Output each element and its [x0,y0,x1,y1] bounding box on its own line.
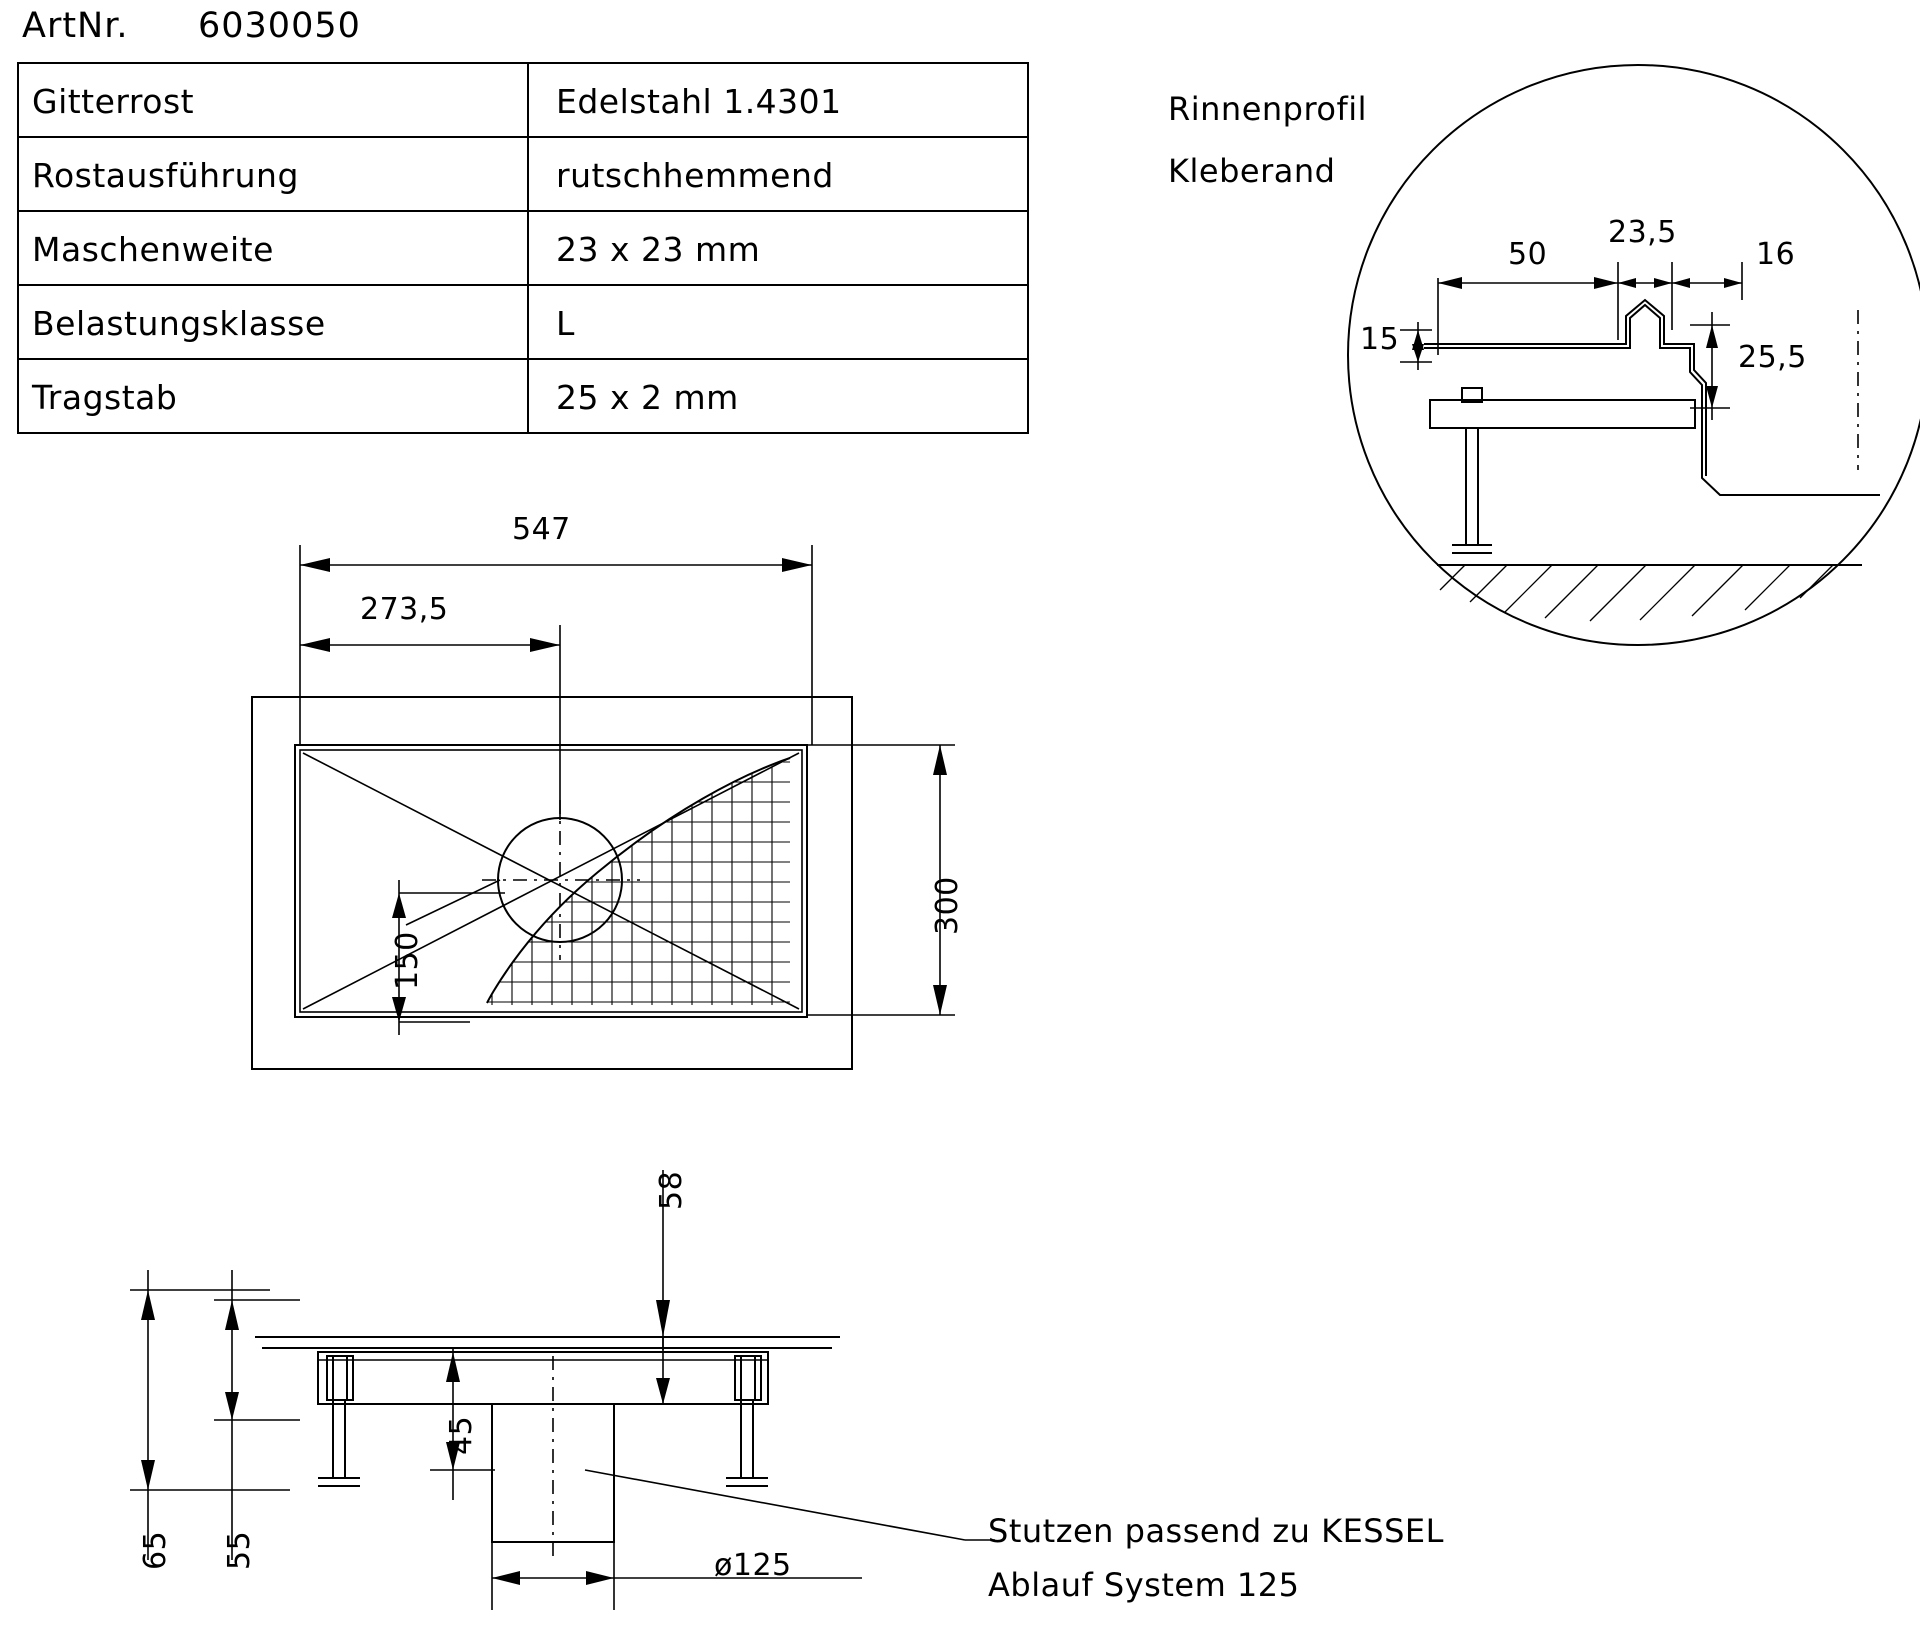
section-dim-58: 58 [654,1170,689,1210]
spec-row-2-property: Maschenweite [32,230,274,269]
section-dim-diameter-125: ø125 [714,1548,792,1583]
spec-row-4-value: 25 x 2 mm [556,378,739,417]
detail-title-line1: Rinnenprofil [1168,90,1368,128]
detail-dim-50: 50 [1508,237,1548,272]
detail-circle-view [1348,65,1920,645]
spec-row-3-value: L [556,304,575,343]
callout-line2: Ablauf System 125 [988,1566,1300,1604]
detail-dim-15: 15 [1360,322,1400,357]
plan-dim-547: 547 [512,512,571,547]
detail-dim-23-5: 23,5 [1608,215,1677,250]
section-view [130,1170,995,1610]
detail-dim-16: 16 [1756,237,1796,272]
spec-row-4-property: Tragstab [32,378,178,417]
plan-view [252,545,955,1069]
spec-row-1-property: Rostausführung [32,156,299,195]
plan-dim-300: 300 [930,876,965,935]
spec-row-0-value: Edelstahl 1.4301 [556,82,842,121]
article-number: 6030050 [198,6,361,46]
spec-row-2-value: 23 x 23 mm [556,230,761,269]
detail-title-line2: Kleberand [1168,152,1336,190]
section-dim-65: 65 [138,1530,173,1570]
plan-dim-273-5: 273,5 [360,592,449,627]
callout-line1: Stutzen passend zu KESSEL [988,1512,1444,1550]
detail-dim-25-5: 25,5 [1738,340,1807,375]
spec-row-1-value: rutschhemmend [556,156,834,195]
spec-row-0-property: Gitterrost [32,82,195,121]
spec-row-3-property: Belastungsklasse [32,304,326,343]
section-dim-55: 55 [222,1530,257,1570]
article-label: ArtNr. [22,6,129,46]
plan-dim-150: 150 [390,931,425,990]
section-dim-45: 45 [444,1415,479,1455]
